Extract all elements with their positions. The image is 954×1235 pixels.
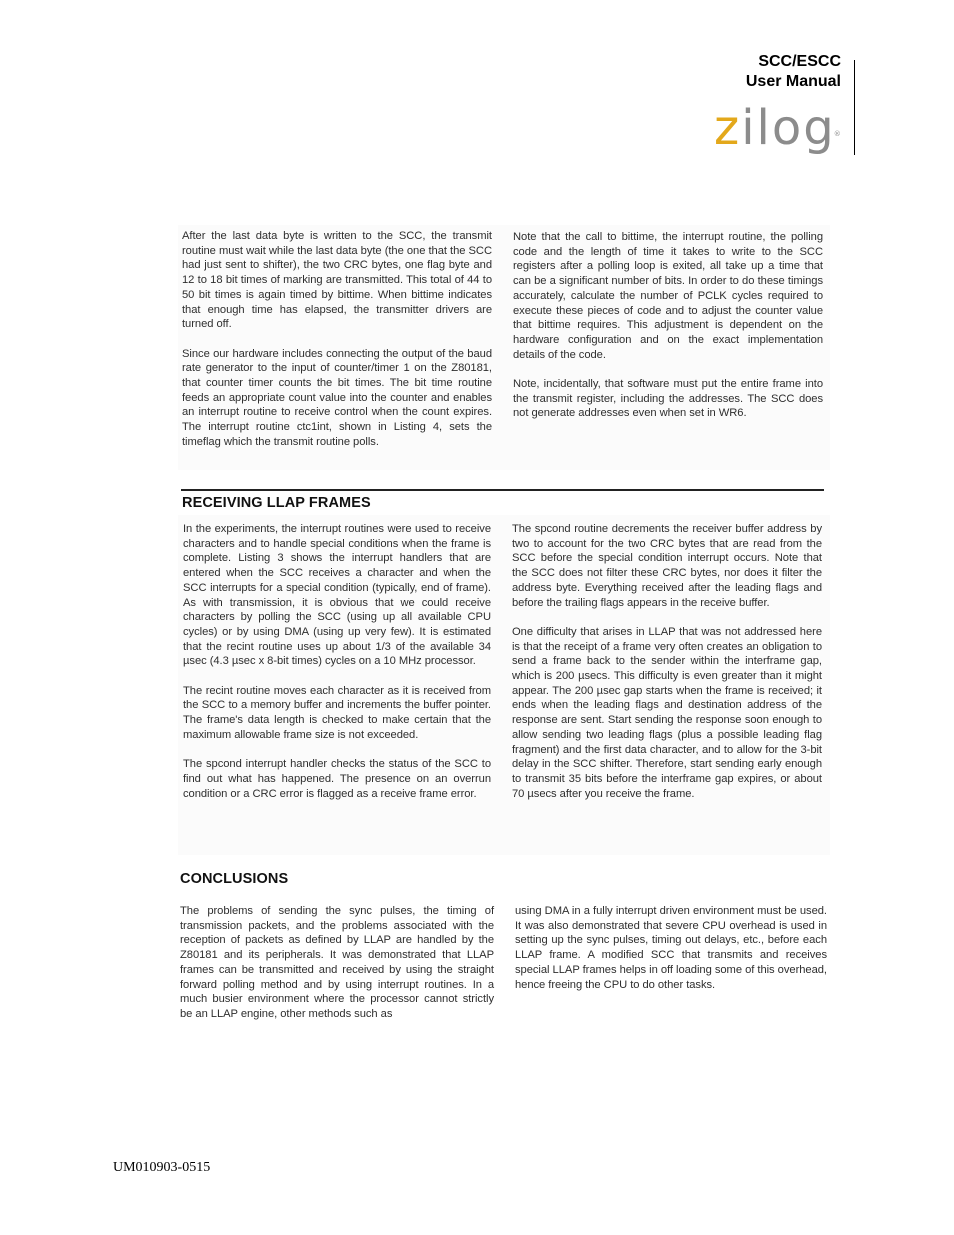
section-heading-receiving: RECEIVING LLAP FRAMES	[182, 495, 371, 511]
paragraph: Since our hardware includes connecting the output of the baud rate generator to the input of counter/timer 1 on the Z80181, that counter timer counts the bit times. The bit time routine feeds an appropriate count value into the counter and enables an interrupt routine to receive control when the count expires. The interrupt routine ctc1int, shown in Listing 4, sets the timeflag which the transmit routine polls.	[182, 347, 492, 448]
section-heading-conclusions: CONCLUSIONS	[180, 871, 289, 887]
paragraph: In the experiments, the interrupt routines were used to receive characters and to handle special conditions when the frame is complete. Listing 3 shows the interrupt handlers that are entered when the SCC receives a character and when the SCC interrupts for a special condition (typically, end of frame). As with transmission, it is obvious that we could receive characters by polling the SCC (using up all available CPU cycles) or by using DMA (using up very few). It is estimated that the recint routine uses up about 1/3 of the available 34 µsec (4.3 µsec x 8-bit times) cycles on a 10 MHz processor.	[183, 523, 491, 668]
zilog-logo	[714, 102, 845, 154]
scanned-page	[178, 225, 830, 1025]
paragraph: The spcond routine decrements the receiver buffer address by two to account for the two CRC bytes that are read from the SCC before the special condition interrupt occurs. Note that the SCC does not filter these CRC bytes, nor does it filter the address byte. Everything received after the leading flags and before the trailing flags appears in the receive buffer.	[512, 523, 822, 609]
receiving-right-column	[512, 522, 822, 816]
paragraph: One difficulty that arises in LLAP that was not addressed here is that the receipt of a frame very often creates an obligation to send a frame back to the sender within the interframe gap, which is 200 µsecs. This difficulty is even greater than it might appear. The 200 µsec gap starts when the frame is received; it ends when the leading flags and destination address of the response are sent. Start sending the response soon enough to allow sending two leading flags (plus a possible leading flag fragment) and the first data character, and to allow for the 3-bit delay in the SCC shifter. Therefore, start sending early enough to transmit 35 bits before the interframe gap expires, or about 70 µsecs after you receive the frame.	[512, 625, 822, 800]
paragraph: The problems of sending the sync pulses, the timing of transmission packets, and the problems associated with the reception of packets as defined by LLAP are handled by the Z80181 and its peripherals. It was demonstrated that LLAP frames can be transmitted and received by using the straight forward polling method and by using interrupt routines. In a much busier environment where the processor cannot strictly be an LLAP engine, other methods such as	[180, 905, 494, 1020]
paragraph: Note that the call to bittime, the interrupt routine, the polling code and the length of time it takes to write to the SCC registers after a polling loop is exited, all take up a time that can be a significant number of bits. In order to do these timings accurately, calculate the number of PCLK cycles required to execute these pieces of code and to adjust the counter value that bittime requires. This adjustment is dependent on the hardware configuration and on the exact implementation details of the code.	[513, 231, 823, 361]
header-divider	[854, 60, 855, 155]
logo-registered-mark: ®	[833, 130, 843, 138]
receiving-left-column	[183, 522, 491, 816]
paragraph: Note, incidentally, that software must put the entire frame into the transmit register, including the addresses. The SCC does not generate addresses even when set in WR6.	[513, 378, 823, 420]
header-title: SCC/ESCC	[758, 53, 841, 70]
logo-rest: ilog	[741, 100, 836, 156]
logo-z: z	[714, 100, 742, 156]
paragraph: using DMA in a fully interrupt driven environment must be used. It was also demonstrated that severe CPU overhead is used in setting up the sync pulses, timing out delays, etc., before each LLAP frame. A modified SCC that transmits and receives special LLAP frames helps in off loading some of this overhead, hence freeing the CPU to do other tasks.	[515, 905, 827, 991]
section-rule	[181, 489, 824, 491]
top-left-column	[182, 229, 492, 464]
paragraph: The spcond interrupt handler checks the status of the SCC to find out what has happened. The presence on an overrun condition or a CRC error is flagged as a receive frame error.	[183, 758, 491, 800]
header-subtitle: User Manual	[745, 73, 841, 90]
document-header	[746, 52, 841, 92]
document-id: UM010903-0515	[113, 1160, 211, 1175]
top-right-column	[513, 230, 823, 436]
conclusions-left-column	[180, 904, 494, 1036]
paragraph: The recint routine moves each character as it is received from the SCC to a memory buffer and increments the buffer pointer. The frame's data length is checked to make certain that the maximum allowable frame size is not exceeded.	[183, 684, 491, 741]
conclusions-right-column	[515, 904, 827, 1007]
paragraph: After the last data byte is written to the SCC, the transmit routine must wait while the last data byte (the one that the SCC had just sent to shifter), the two CRC bytes, one flag byte and 12 to 18 bit times of marking are transmitted. This total of 44 to 50 bit times is again timed by bittime. When bittime indicates that enough time has elapsed, the transmitter drivers are turned off.	[182, 230, 492, 331]
